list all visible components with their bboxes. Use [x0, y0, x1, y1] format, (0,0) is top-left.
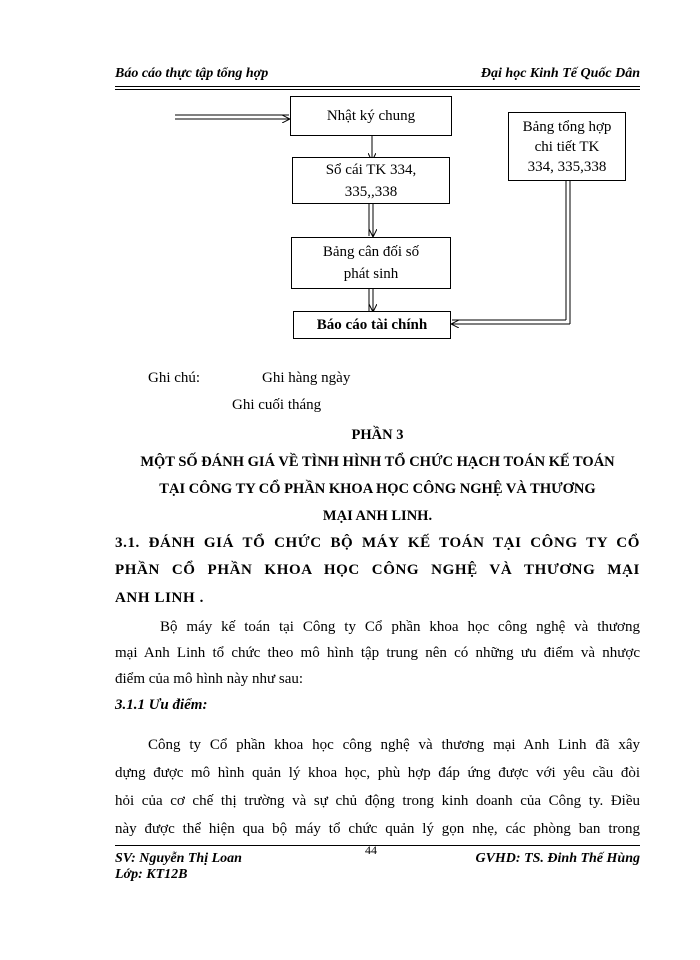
header-left: Báo cáo thực tập tổng hợp: [115, 66, 269, 81]
part-title: PHẦN 3: [351, 427, 404, 443]
box-ledger-line-2: 335,,338: [344, 183, 398, 200]
paragraph-2-line-2: dựng được mô hình quản lý khoa học, phù hợp đáp ứng được với yêu cầu đòi: [115, 765, 640, 781]
box-general-journal-label: Nhật ký chung: [326, 108, 416, 124]
legend-daily-text: Ghi hàng ngày: [262, 370, 351, 386]
paragraph-1-line-2: mại Anh Linh tổ chức theo mô hình tập trung nên có những ưu điểm và nhược: [115, 645, 640, 661]
footer-supervisor: GVHD: TS. Đinh Thế Hùng: [475, 851, 640, 866]
box-detail-line-1: Bảng tổng hợp: [522, 118, 612, 135]
box-detail-summary: [508, 112, 626, 181]
paragraph-2-line-4: này được thể hiện qua bộ máy tổ chức quản lý gọn nhẹ, các phòng ban trong: [115, 821, 640, 837]
part-heading-line-1: MỘT SỐ ĐÁNH GIÁ VỀ TÌNH HÌNH TỔ CHỨC HẠCH TOÁN KẾ TOÁN: [140, 454, 615, 470]
legend-monthly-text: Ghi cuối tháng: [232, 397, 322, 413]
section-heading-line-1: 3.1. ĐÁNH GIÁ TỔ CHỨC BỘ MÁY KẾ TOÁN TẠI CÔNG TY CỔ: [115, 535, 640, 551]
footer-rule: [115, 845, 640, 846]
box-detail-line-2: chi tiết TK: [534, 138, 600, 155]
header-right: Đại học Kinh Tế Quốc Dân: [480, 66, 640, 81]
paragraph-1-line-3: điểm của mô hình này như sau:: [115, 671, 304, 687]
part-heading-line-2: TẠI CÔNG TY CỔ PHẦN KHOA HỌC CÔNG NGHỆ VÀ THƯƠNG: [159, 481, 596, 497]
section-heading-line-2: PHẦN CỔ PHẦN KHOA HỌC CÔNG NGHỆ VÀ THƯƠNG MẠI: [115, 562, 640, 578]
box-general-journal: [290, 96, 452, 136]
box-ledger-line-1: Sổ cái TK 334,: [325, 161, 417, 178]
box-balance-line-2: phát sinh: [343, 266, 399, 282]
box-financial-report: [293, 311, 451, 339]
paragraph-2-line-3: hỏi của cơ chế thị trường và sự chủ động trong kinh doanh của Công ty. Điều: [115, 793, 640, 809]
part-heading-line-3: MẠI ANH LINH.: [322, 508, 433, 524]
box-general-ledger: [292, 157, 450, 204]
legend-label: Ghi chú:: [148, 370, 201, 386]
box-report-label: Báo cáo tài chính: [316, 317, 428, 333]
subsection-title: 3.1.1 Ưu điểm:: [115, 697, 208, 713]
box-detail-line-3: 334, 335,338: [527, 158, 607, 175]
page-number: 44: [365, 843, 377, 857]
box-balance-line-1: Bảng cân đối số: [322, 244, 420, 260]
paragraph-1-line-1: Bộ máy kế toán tại Công ty Cổ phần khoa học công nghệ và thương: [160, 619, 640, 635]
box-trial-balance: [291, 237, 451, 289]
paragraph-2-line-1: Công ty Cổ phần khoa học công nghệ và thương mại Anh Linh đã xây: [148, 737, 640, 753]
section-heading-line-3: ANH LINH .: [115, 590, 204, 606]
footer-class: Lớp: KT12B: [115, 867, 188, 882]
footer-student: SV: Nguyễn Thị Loan: [115, 851, 242, 866]
